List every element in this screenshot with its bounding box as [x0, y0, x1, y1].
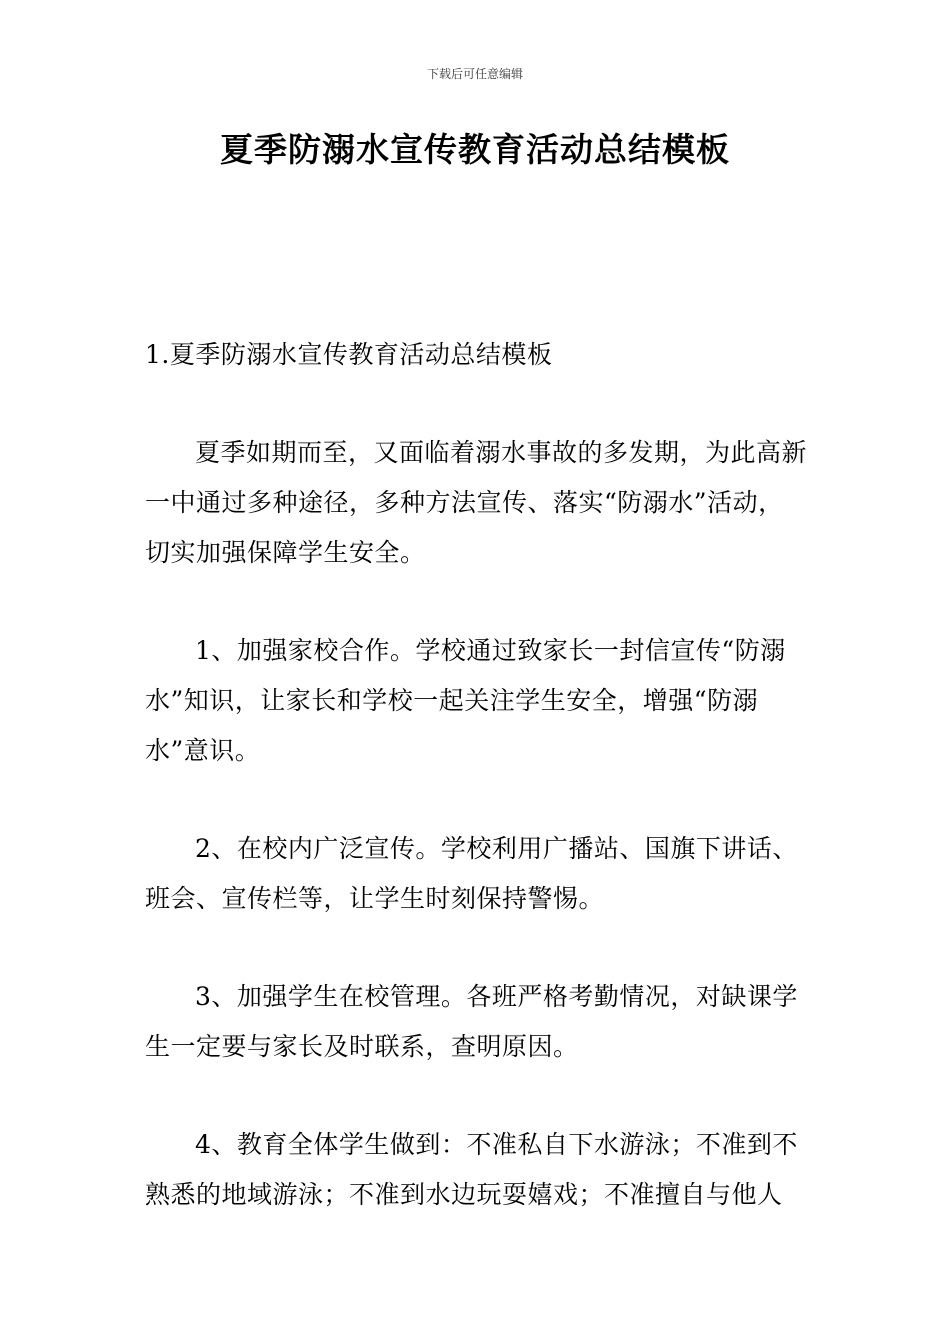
section-heading: 1.夏季防溺水宣传教育活动总结模板: [145, 340, 553, 369]
document-title: 夏季防溺水宣传教育活动总结模板: [220, 130, 730, 169]
paragraph-item-1: 1、加强家校合作。学校通过致家长一封信宣传“防溺水”知识，让家长和学校一起关注学生安全，增强“防溺水”意识。: [145, 636, 786, 765]
paragraph-intro: 夏季如期而至，又面临着溺水事故的多发期，为此高新一中通过多种途径，多种方法宣传、落实“防溺水”活动，切实加强保障学生安全。: [145, 438, 808, 567]
paragraph-item-3: 3、加强学生在校管理。各班严格考勤情况，对缺课学生一定要与家长及时联系，查明原因。: [145, 982, 798, 1061]
paragraph-item-4: 4、教育全体学生做到：不准私自下水游泳；不准到不熟悉的地域游泳；不准到水边玩耍嬉戏；不准擅自与他人: [145, 1130, 798, 1209]
paragraph-item-2: 2、在校内广泛宣传。学校利用广播站、国旗下讲话、班会、宣传栏等，让学生时刻保持警惕。: [145, 834, 798, 913]
header-note: 下载后可任意编辑: [426, 67, 523, 81]
document-body: [145, 330, 807, 1268]
